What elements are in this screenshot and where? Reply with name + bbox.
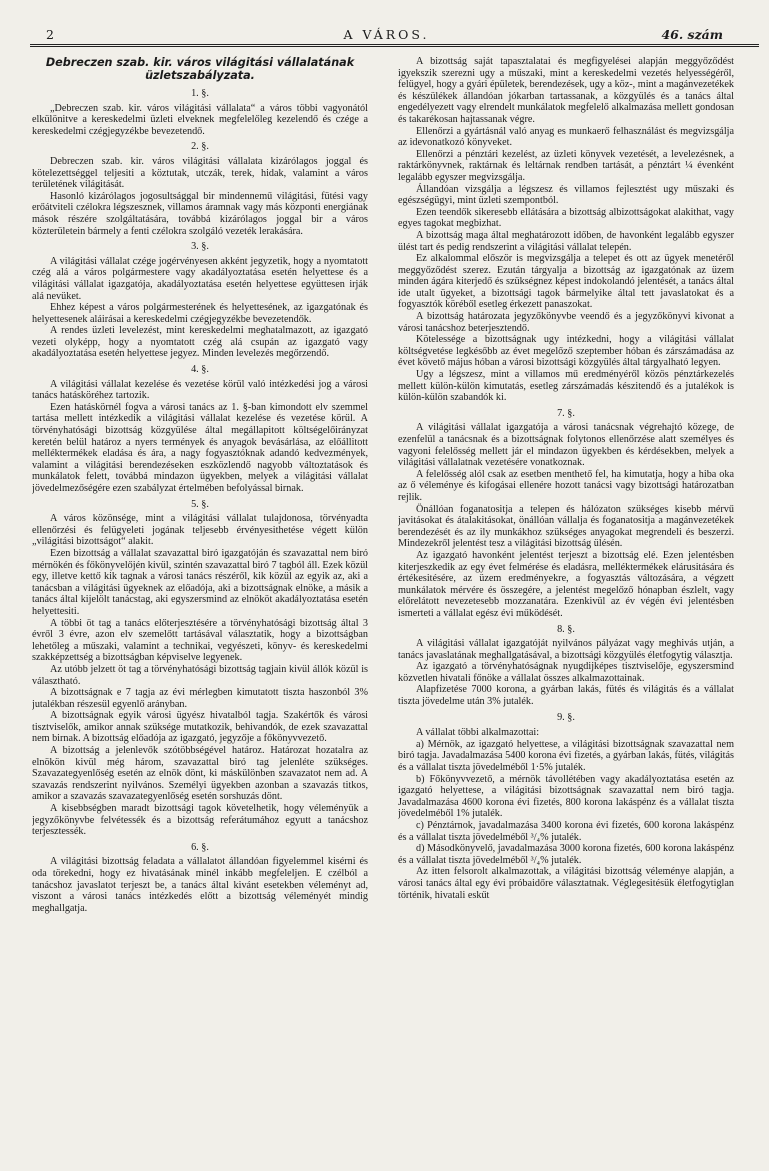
paragraph: Az igazgató havonként jelentést terjeszt a bizottság elé. Ezen jelentésben kiterjeszkedik az egy évet felmérése és eladásra, melléktermékek elárusitására és értékesitésére, az üzem eredményekre, a fogyasztás változására, a végzett munkálatok mérvére és összegére, a jelentést megelőző hónapban észlelt, vagy előrelátott nevezetesebb mozzanatára. Ezenkivül az év végén évi jelentésben ismerteti a vállalat egész évi működését. — [398, 549, 734, 619]
page-number: 2 — [46, 27, 54, 42]
paragraph: „Debreczen szab. kir. város világitási vállalata“ a város többi vagyonától elkülönitve a kereskedelmi üzleti elveknek megfelelőleg kezelendő és czége a kereskedelmi czégjegyzékbe bevezetendő. — [32, 102, 368, 137]
section-7-mark: 7. §. — [557, 407, 575, 419]
section-9-mark: 9. §. — [557, 711, 575, 723]
section-5-mark: 5. §. — [191, 498, 209, 510]
paragraph: Ellenőrzi a pénztári kezelést, az üzleti könyvek vezetését, a levelezésnek, a raktárkönyvnek, raktárnak és leltárnak rendben tartását, a pénztárt ¼ évenként legalább egyszer megvizsgálja. — [398, 148, 734, 183]
paragraph: A bizottság maga által meghatározott időben, de havonként legalább egyszer ülést tart és pedig rendszerint a világitási vállalat telepén. — [398, 229, 734, 253]
paragraph: Hasonló kizárólagos jogosultsággal bir mindennemű világitási, fütési vagy erőátviteli czélokra légszesznek, villamos áramnak vagy más központi energiának mások részére szolgáltatására, továbbá kizárólagos joggal bir a város közterületein bármely a fenti czélokra szolgáló vezeték lerakására. — [32, 190, 368, 237]
paragraph: Ezen teendők sikeresebb ellátására a bizottság albizottságokat alakithat, vagy egyes tagokat megbizhat. — [398, 206, 734, 230]
newspaper-title: A VÁROS. — [343, 27, 430, 42]
paragraph: A vállalat többi alkalmazottai: — [416, 727, 540, 739]
paragraph: A felelősség alól csak az esetben menthető fel, ha kimutatja, hogy a hiba oka az ő véleménye és kifogásai ellenére hozott tanácsi vagy bizottsági határozatban rejlik. — [398, 468, 734, 503]
paragraph: Ugy a légszesz, mint a villamos mű eredményéről közös pénztárkezelés mellett külön-külön kimutatás, esetleg zárszámadás készitendő és a jutalékok is külön-külön szabandók ki. — [398, 369, 734, 404]
paragraph: Ezen hatáskörnél fogva a városi tanács az 1. §-ban kimondott elv szemmel tartása mellett intézkedik a világitási vállalat kezelése és vezetése körül. A törvényhatósági bizottság közgyülése által megállapitott költségelőirányzat keretén belül határoz a nyers termények és anyagok bevásárlása, az előállitott melléktermékek eladása és ára, a nagy fogyasztóknak adandó kedvezmények, valamint a világitási berendezéseken eszközlendő nagyobb változtatások és munkálatok felett, továbbá mindazon ügyekben, melyek a világitási vállalat jövedelmezőségére ezen szabályzat értelmében befolyással birnak. — [32, 401, 368, 494]
list-item: c) Pénztárnok, javadalmazása 3400 korona évi fizetés, 600 korona lakáspénz és a vállalat tiszta jövedelméből ³/₄% jutalék. — [398, 820, 734, 843]
paragraph: Az igazgató a törvényhatóságnak nyugdijképes tisztviselője, egyszersmind közvetlen hivatali főnöke a vállalat összes alkalmazottainak. — [398, 661, 734, 684]
paragraph: Kötelessége a bizottságnak ugy intézkedni, hogy a világitási vállalat költségvetése legkésőbb az évet megelőző szeptember hóban és zárszámadása az évet követő május hóban a városi bizottsági közgyülés által tárgyalható legyen. — [398, 334, 734, 369]
paragraph: Debreczen szab. kir. város világitási vállalata kizárólagos joggal és kötelezettséggel teljesiti a köztutak, utczák, terek, hidak, valamint a város területének világitását. — [32, 155, 368, 191]
section-1-mark: 1. §. — [191, 88, 209, 99]
section-6-mark: 6. §. — [191, 841, 209, 853]
paragraph: A bizottság saját tapasztalatai és megfigyelései alapján meggyőződést igyekszik szerezni ugy a műszaki, mint a kereskedelmi vezetés helyességéről, felügyel, hogy a gyári épületek, berendezések, ugy a köz-, mint a magánvezetékek és készülékek állandóan jókarban tartassanak, a közgyülés és a tanács által engedélyezett vagy elrendelt munkálatok megfelelő alkalmazása mellett gondosan és takarékosan hajtassanak végre. — [398, 56, 734, 125]
paragraph: A világitási vállalat igazgatóját nyilvános pályázat vagy meghivás utján, a tanács javaslatának meghallgatásával, a bizottsági közgyülés életfogytig választja. — [398, 638, 734, 661]
paragraph: Alapfizetése 7000 korona, a gyárban lakás, fütés és világitás és a vállalat tiszta jövedelme után 3% jutalék. — [398, 684, 734, 708]
paragraph: A világitási vállalat kezelése és vezetése körül való intézkedési jog a városi tanács hatásköréhez tartozik. — [32, 378, 368, 402]
section-3-mark: 3. §. — [191, 241, 209, 253]
paragraph: Ehhez képest a város polgármesterének és helyettesének, az igazgatónak és helyettesenek aláirásai a kereskedelmi czégjegyzékbe bevezetendők. — [32, 302, 368, 325]
paragraph: A bizottság a jelenlevők szótöbbségével határoz. Határozat hozatalra az elnökön kivül még három, szavazattal biró tag jelenléte szükséges. Szavazategyenlőség esetén az elnök dönt, ki máskülönben szavazatot nem ad. A szavazás rendszerint nyilvános. Személyi ügyekben azonban a szavazás titkos, amikor a szavazás szavazategyenlőség esetén sorshuzás dönt. — [32, 745, 368, 803]
list-item: b) Főkönyvvezető, a mérnök távollétében vagy akadályoztatása esetén az igazgató helyettese, a világitási bizottságnak szavazattal nem biró tagja. Javadalmazása 4600 korona évi fizetés, 800 korona lakáspénz és a vállalat tiszta jövedelméből 1% jutalék. — [398, 773, 734, 820]
paragraph: A többi öt tag a tanács előterjesztésére a törvényhatósági bizottság által 3 évről 3 évre, azon elv szemelőtt tartásával választatik, hogy a bizottságban lehetőleg a műszaki, valamint a technikai, vegyészeti, könyv- és kereskedelmi szakképzettség a bizottságban képviselve legyenek. — [32, 617, 368, 664]
paragraph: Ellenőrzi a gyártásnál való anyag es munkaerő felhasználást és megvizsgálja az idevonatkozó könyveket. — [398, 125, 734, 149]
page-header — [44, 27, 729, 43]
section-2-mark: 2. §. — [191, 141, 209, 153]
right-column — [398, 56, 734, 1164]
list-item: d) Másodkönyvelő, javadalmazása 3000 korona fizetés, 600 korona lakáspénz és a vállalat tiszta jövedelméből ³/₄% jutalék. — [398, 843, 734, 866]
paragraph: Állandóan vizsgálja a légszesz és villamos fejlesztést ugy műszaki és egészségügyi, mint üzleti szempontból. — [398, 183, 734, 207]
paragraph: A város közönsége, mint a világitási vállalat tulajdonosa, törvényadta ellenőrzési és felügyeleti jogának teljesebb érvényesithetése végett külön „világitási bizottságot“ alakit. — [32, 513, 368, 548]
issue-number: 46. szám — [661, 27, 723, 42]
paragraph: Ezen bizottság a vállalat szavazattal biró igazgatóján és szavazattal nem biró mérnökén és főkönyvelőjén kivül, szintén szavazattal biró 7 tagból áll. Ezek közül egy, illetve kettő kik tagnak a városi tanács részéről, kik közül az egyik az, aki a tanácsban a világitási ügyeknek az előadója, aki a bizottságnak elnöke, a másik a tanács által kijelölt tanácstag, aki egyszersmind az elnököt akadályoztatása esetén helyettesiti. — [32, 547, 368, 617]
section-8-mark: 8. §. — [557, 623, 575, 635]
paragraph: A rendes üzleti levelezést, mint kereskedelmi meghatalmazott, az igazgató vezeti olyképp, hogy a nyomtatott czég alá csupán az igazgató vagy akadályoztatása esetén helyettese jegyez. Minden levelezés megőrzendő. — [32, 325, 368, 360]
paragraph: A világitási vállalat igazgatója a városi tanácsnak végrehajtó közege, de ezenfelül a tanácsnak és a bizottságnak folytonos ellenőrzése alatt személyes és vagyoni felelősség mellett jár el mindazon ügyekben és kérdésekben, melyek a világitási vállalatnak vezetésére vonatkoznak. — [398, 422, 734, 469]
paragraph: Az itten felsorolt alkalmazottak, a világitási bizottság véleménye alapján, a városi tanács által egy évi próbaidőre választatnak. Véglegesitésük életfogytiglan történik, hivatali eskűt — [398, 866, 734, 901]
list-item: a) Mérnök, az igazgató helyettese, a világitási bizottságnak szavazattal nem biró tagja. Javadalmazása 5400 korona évi fizetés, a gyárban lakás, fütés, világitás és a vállalat tiszta jövedelméből 1·5% jutalék. — [398, 738, 734, 774]
article-heading: Debreczen szab. kir. város világitási vállalatának üzletszabályzata. — [45, 56, 355, 82]
section-4-mark: 4. §. — [191, 364, 209, 376]
paragraph: A kisebbségben maradt bizottsági tagok követelhetik, hogy véleményük a jegyzőkönyvbe felvétessék és a bizottság referátumához egyutt a tanácshoz terjesztessék. — [32, 803, 368, 838]
paragraph: Önállóan foganatositja a telepen és hálózaton szükséges kisebb mérvű javitásokat és átalakitásokat, önállóan vállalja és foganatositja a magánvezetékek berendezését és az ily munkákhoz szükséges anyagokat megrendeli és beszerzi. Mindezekről jelentést tesz a világitási bizottság ülésén. — [398, 503, 734, 550]
paragraph: A bizottságnak e 7 tagja az évi mérlegben kimutatott tiszta haszonból 3% jutalékban részesül egyenlő arányban. — [32, 687, 368, 710]
header-rule — [30, 44, 759, 48]
paragraph: A bizottságnak egyik városi ügyész hivatalból tagja. Szakértők és városi tisztviselők, amikor annak szüksége mutatkozik, behivandók, de ezek szavazattal nem birnak. A bizottság előadója az igazgató, jegyzője a főkönyvvezető. — [32, 710, 368, 745]
paragraph: Az utóbb jelzett öt tag a törvényhatósági bizottság tagjain kivül állók közül is választható. — [32, 663, 368, 687]
paragraph: Ez alkalommal először is megvizsgálja a telepet és ott az ügyek menetéről meggyőződést szerez. Ezután tárgyalja a bizottság az igazgatónak az üzem minden ágára kiterjedő és szükségnez képest indokolandó jelentését, a tanács által ide utalt ügyeket, a bizottsági tagok bármelyike által tett javaslatokat és a fogyasztók köréből esetleg érkezett panaszokat. — [398, 253, 734, 311]
paragraph: A bizottság határozata jegyzőkönyvbe veendő és a jegyzőkönyvi kivonat a városi tanácshoz beterjesztendő. — [398, 311, 734, 334]
left-column — [32, 56, 368, 1164]
paragraph: A világitási bizottság feladata a vállalatot állandóan figyelemmel kisérni és oda törekedni, hogy ez hivatásának minél inkább megfeleljen. E czélból a tanácshoz javaslatot terjeszt be, a tanács által kivánt esetekben véleményt ad, viszont a városi tanács intézkedés előtt a bizottság véleményét mindig meghallgatja. — [32, 856, 368, 914]
paragraph: A világitási vállalat czége jogérvényesen akként jegyzetik, hogy a nyomtatott czég alá a város polgármestere vagy akadályoztatása esetén helyettese és a világitási vállalat igazgatója, akadályoztatása esetén helyettese együttesen irják alá nevüket. — [32, 255, 368, 302]
